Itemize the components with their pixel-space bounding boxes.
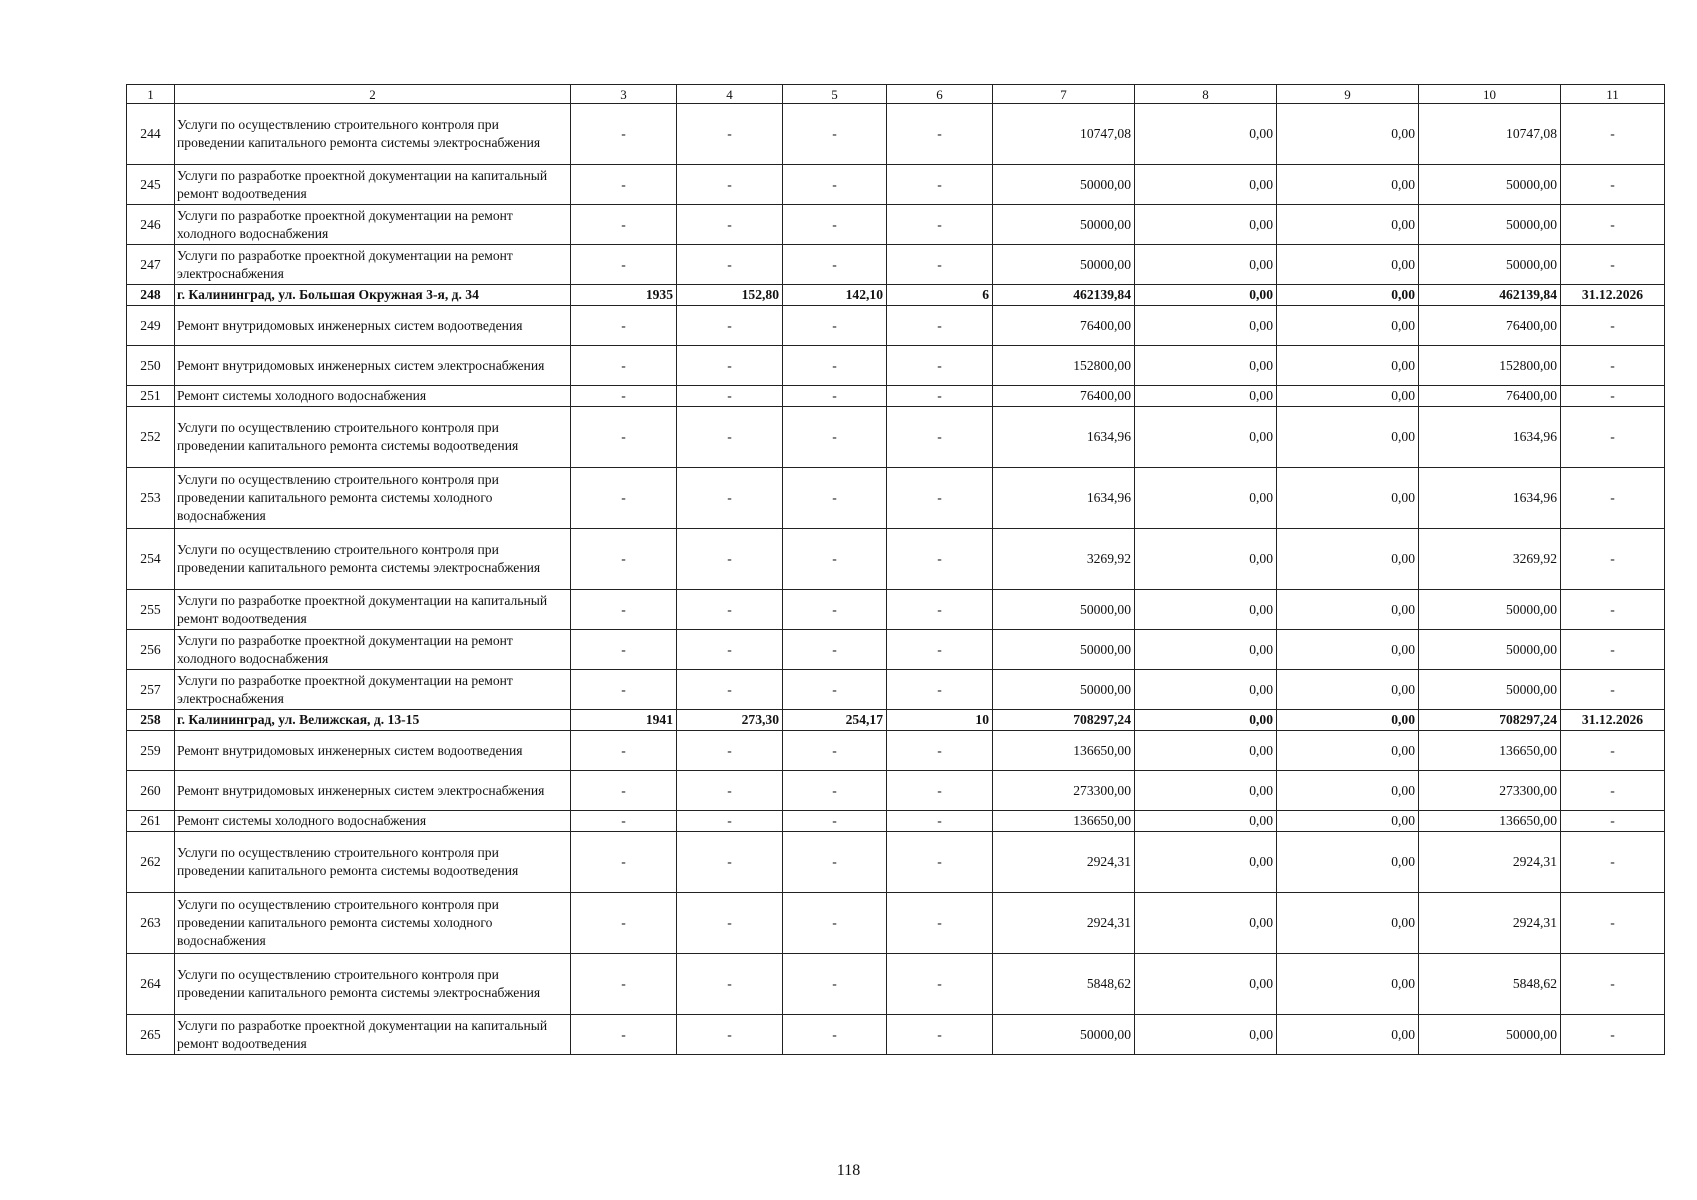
cell-col-6: - xyxy=(887,811,993,832)
cell-col-8: 0,00 xyxy=(1135,104,1277,165)
cell-col-10: 76400,00 xyxy=(1419,386,1561,407)
cell-col-9: 0,00 xyxy=(1277,731,1419,771)
row-number: 258 xyxy=(127,710,175,731)
table-row xyxy=(127,407,1665,468)
row-number: 249 xyxy=(127,306,175,346)
cell-col-3: - xyxy=(571,165,677,205)
cell-col-9: 0,00 xyxy=(1277,346,1419,386)
cell-col-5: - xyxy=(783,407,887,468)
cell-col-6: - xyxy=(887,346,993,386)
cell-col-4: - xyxy=(677,407,783,468)
cell-col-3: - xyxy=(571,954,677,1015)
document-sheet xyxy=(126,84,1664,1055)
cell-col-6: - xyxy=(887,832,993,893)
row-description: Ремонт системы холодного водоснабжения xyxy=(175,386,571,407)
cell-col-3: - xyxy=(571,306,677,346)
cell-col-4: - xyxy=(677,529,783,590)
row-description: Услуги по осуществлению строительного контроля при проведении капитального ремонта системы электроснабжения xyxy=(175,104,571,165)
cell-col-10: 10747,08 xyxy=(1419,104,1561,165)
cell-col-9: 0,00 xyxy=(1277,205,1419,245)
table-row xyxy=(127,245,1665,285)
table-row xyxy=(127,832,1665,893)
cell-col-3: - xyxy=(571,104,677,165)
cell-col-11: - xyxy=(1561,205,1665,245)
cell-col-3: - xyxy=(571,205,677,245)
cell-col-7: 2924,31 xyxy=(993,832,1135,893)
cell-col-9: 0,00 xyxy=(1277,529,1419,590)
row-description: Услуги по разработке проектной документации на ремонт холодного водоснабжения xyxy=(175,630,571,670)
cell-col-7: 50000,00 xyxy=(993,245,1135,285)
cell-col-4: - xyxy=(677,205,783,245)
cell-col-6: - xyxy=(887,529,993,590)
cell-col-11: - xyxy=(1561,670,1665,710)
works-table xyxy=(126,84,1665,1055)
table-row xyxy=(127,954,1665,1015)
cell-col-10: 50000,00 xyxy=(1419,165,1561,205)
row-number: 262 xyxy=(127,832,175,893)
cell-col-6: - xyxy=(887,771,993,811)
cell-col-11: - xyxy=(1561,346,1665,386)
cell-col-3: - xyxy=(571,386,677,407)
column-header: 2 xyxy=(175,85,571,104)
row-description: Ремонт внутридомовых инженерных систем электроснабжения xyxy=(175,771,571,811)
cell-col-4: - xyxy=(677,165,783,205)
row-description: Ремонт внутридомовых инженерных систем водоотведения xyxy=(175,731,571,771)
cell-col-3: - xyxy=(571,832,677,893)
cell-col-7: 10747,08 xyxy=(993,104,1135,165)
cell-col-8: 0,00 xyxy=(1135,670,1277,710)
cell-col-6: - xyxy=(887,165,993,205)
column-header: 5 xyxy=(783,85,887,104)
cell-col-9: 0,00 xyxy=(1277,245,1419,285)
cell-col-9: 0,00 xyxy=(1277,306,1419,346)
cell-col-3: - xyxy=(571,893,677,954)
row-description: г. Калининград, ул. Большая Окружная 3-я, д. 34 xyxy=(175,285,571,306)
cell-col-7: 50000,00 xyxy=(993,590,1135,630)
cell-col-10: 50000,00 xyxy=(1419,590,1561,630)
cell-col-8: 0,00 xyxy=(1135,811,1277,832)
row-number: 260 xyxy=(127,771,175,811)
cell-col-6: - xyxy=(887,590,993,630)
cell-col-11: - xyxy=(1561,165,1665,205)
cell-col-9: 0,00 xyxy=(1277,407,1419,468)
page-number: 118 xyxy=(836,1162,861,1179)
cell-col-6: 10 xyxy=(887,710,993,731)
cell-col-8: 0,00 xyxy=(1135,590,1277,630)
cell-col-4: - xyxy=(677,893,783,954)
cell-col-9: 0,00 xyxy=(1277,670,1419,710)
cell-col-11: - xyxy=(1561,731,1665,771)
cell-col-10: 50000,00 xyxy=(1419,630,1561,670)
cell-col-10: 76400,00 xyxy=(1419,306,1561,346)
cell-col-5: - xyxy=(783,306,887,346)
cell-col-7: 50000,00 xyxy=(993,165,1135,205)
table-row xyxy=(127,529,1665,590)
table-body xyxy=(127,85,1665,1055)
cell-col-10: 50000,00 xyxy=(1419,245,1561,285)
cell-col-5: - xyxy=(783,245,887,285)
address-row xyxy=(127,710,1665,731)
cell-col-3: - xyxy=(571,771,677,811)
cell-col-5: - xyxy=(783,954,887,1015)
cell-col-6: 6 xyxy=(887,285,993,306)
table-row xyxy=(127,386,1665,407)
cell-col-4: - xyxy=(677,731,783,771)
column-number-header-row xyxy=(127,85,1665,104)
row-number: 261 xyxy=(127,811,175,832)
cell-col-8: 0,00 xyxy=(1135,832,1277,893)
table-row xyxy=(127,771,1665,811)
cell-col-6: - xyxy=(887,245,993,285)
column-header: 9 xyxy=(1277,85,1419,104)
cell-col-11: - xyxy=(1561,306,1665,346)
cell-col-8: 0,00 xyxy=(1135,468,1277,529)
cell-col-11: - xyxy=(1561,386,1665,407)
column-header: 1 xyxy=(127,85,175,104)
row-description: Услуги по разработке проектной документации на капитальный ремонт водоотведения xyxy=(175,590,571,630)
cell-col-11: - xyxy=(1561,529,1665,590)
cell-col-10: 1634,96 xyxy=(1419,407,1561,468)
cell-col-5: 254,17 xyxy=(783,710,887,731)
row-number: 257 xyxy=(127,670,175,710)
cell-col-11: - xyxy=(1561,954,1665,1015)
cell-col-10: 50000,00 xyxy=(1419,670,1561,710)
cell-col-6: - xyxy=(887,386,993,407)
cell-col-8: 0,00 xyxy=(1135,630,1277,670)
row-number: 263 xyxy=(127,893,175,954)
cell-col-4: - xyxy=(677,104,783,165)
row-number: 245 xyxy=(127,165,175,205)
cell-col-11: - xyxy=(1561,771,1665,811)
cell-col-6: - xyxy=(887,731,993,771)
cell-col-8: 0,00 xyxy=(1135,529,1277,590)
cell-col-7: 76400,00 xyxy=(993,306,1135,346)
cell-col-6: - xyxy=(887,670,993,710)
cell-col-10: 136650,00 xyxy=(1419,811,1561,832)
cell-col-8: 0,00 xyxy=(1135,954,1277,1015)
cell-col-5: - xyxy=(783,893,887,954)
cell-col-9: 0,00 xyxy=(1277,630,1419,670)
row-number: 265 xyxy=(127,1015,175,1055)
cell-col-7: 76400,00 xyxy=(993,386,1135,407)
cell-col-6: - xyxy=(887,954,993,1015)
row-number: 256 xyxy=(127,630,175,670)
cell-col-5: 142,10 xyxy=(783,285,887,306)
table-row xyxy=(127,205,1665,245)
cell-col-5: - xyxy=(783,104,887,165)
row-number: 251 xyxy=(127,386,175,407)
column-header: 6 xyxy=(887,85,993,104)
row-number: 244 xyxy=(127,104,175,165)
cell-col-6: - xyxy=(887,306,993,346)
cell-col-9: 0,00 xyxy=(1277,285,1419,306)
cell-col-5: - xyxy=(783,386,887,407)
cell-col-10: 462139,84 xyxy=(1419,285,1561,306)
cell-col-9: 0,00 xyxy=(1277,811,1419,832)
cell-col-3: 1935 xyxy=(571,285,677,306)
cell-col-3: - xyxy=(571,529,677,590)
cell-col-3: 1941 xyxy=(571,710,677,731)
table-row xyxy=(127,893,1665,954)
cell-col-9: 0,00 xyxy=(1277,590,1419,630)
table-row xyxy=(127,165,1665,205)
row-number: 246 xyxy=(127,205,175,245)
cell-col-7: 273300,00 xyxy=(993,771,1135,811)
cell-col-10: 2924,31 xyxy=(1419,893,1561,954)
cell-col-9: 0,00 xyxy=(1277,104,1419,165)
row-number: 259 xyxy=(127,731,175,771)
cell-col-5: - xyxy=(783,205,887,245)
cell-col-5: - xyxy=(783,529,887,590)
cell-col-8: 0,00 xyxy=(1135,245,1277,285)
row-number: 254 xyxy=(127,529,175,590)
column-header: 3 xyxy=(571,85,677,104)
cell-col-8: 0,00 xyxy=(1135,165,1277,205)
cell-col-4: - xyxy=(677,630,783,670)
cell-col-6: - xyxy=(887,205,993,245)
cell-col-11: - xyxy=(1561,468,1665,529)
row-description: Услуги по осуществлению строительного контроля при проведении капитального ремонта системы холодного водоснабжения xyxy=(175,468,571,529)
cell-col-3: - xyxy=(571,468,677,529)
cell-col-7: 1634,96 xyxy=(993,468,1135,529)
cell-col-10: 5848,62 xyxy=(1419,954,1561,1015)
cell-col-8: 0,00 xyxy=(1135,710,1277,731)
cell-col-7: 1634,96 xyxy=(993,407,1135,468)
row-description: Услуги по разработке проектной документации на капитальный ремонт водоотведения xyxy=(175,165,571,205)
row-description: Услуги по разработке проектной документации на ремонт холодного водоснабжения xyxy=(175,205,571,245)
cell-col-8: 0,00 xyxy=(1135,306,1277,346)
cell-col-7: 50000,00 xyxy=(993,205,1135,245)
table-row xyxy=(127,306,1665,346)
cell-col-9: 0,00 xyxy=(1277,710,1419,731)
row-number: 253 xyxy=(127,468,175,529)
cell-col-3: - xyxy=(571,1015,677,1055)
cell-col-4: - xyxy=(677,306,783,346)
cell-col-8: 0,00 xyxy=(1135,893,1277,954)
cell-col-4: - xyxy=(677,670,783,710)
cell-col-9: 0,00 xyxy=(1277,386,1419,407)
cell-col-7: 136650,00 xyxy=(993,811,1135,832)
cell-col-4: 152,80 xyxy=(677,285,783,306)
cell-col-9: 0,00 xyxy=(1277,468,1419,529)
column-header: 4 xyxy=(677,85,783,104)
cell-col-5: - xyxy=(783,670,887,710)
table-row xyxy=(127,1015,1665,1055)
cell-col-4: - xyxy=(677,386,783,407)
row-number: 252 xyxy=(127,407,175,468)
cell-col-9: 0,00 xyxy=(1277,832,1419,893)
cell-col-11: - xyxy=(1561,832,1665,893)
cell-col-11: 31.12.2026 xyxy=(1561,285,1665,306)
cell-col-3: - xyxy=(571,731,677,771)
table-row xyxy=(127,590,1665,630)
table-row xyxy=(127,670,1665,710)
row-number: 255 xyxy=(127,590,175,630)
cell-col-7: 50000,00 xyxy=(993,1015,1135,1055)
cell-col-11: - xyxy=(1561,811,1665,832)
table-row xyxy=(127,630,1665,670)
cell-col-3: - xyxy=(571,670,677,710)
table-row xyxy=(127,346,1665,386)
cell-col-11: - xyxy=(1561,407,1665,468)
address-row xyxy=(127,285,1665,306)
cell-col-9: 0,00 xyxy=(1277,954,1419,1015)
row-description: Услуги по разработке проектной документации на капитальный ремонт водоотведения xyxy=(175,1015,571,1055)
cell-col-5: - xyxy=(783,346,887,386)
cell-col-5: - xyxy=(783,731,887,771)
cell-col-10: 152800,00 xyxy=(1419,346,1561,386)
row-description: Услуги по осуществлению строительного контроля при проведении капитального ремонта системы водоотведения xyxy=(175,407,571,468)
row-number: 250 xyxy=(127,346,175,386)
cell-col-4: - xyxy=(677,1015,783,1055)
cell-col-6: - xyxy=(887,1015,993,1055)
table-row xyxy=(127,811,1665,832)
cell-col-7: 462139,84 xyxy=(993,285,1135,306)
cell-col-8: 0,00 xyxy=(1135,285,1277,306)
cell-col-7: 136650,00 xyxy=(993,731,1135,771)
row-number: 264 xyxy=(127,954,175,1015)
row-description: Услуги по разработке проектной документации на ремонт электроснабжения xyxy=(175,245,571,285)
cell-col-11: - xyxy=(1561,590,1665,630)
cell-col-3: - xyxy=(571,811,677,832)
cell-col-3: - xyxy=(571,407,677,468)
cell-col-3: - xyxy=(571,590,677,630)
cell-col-5: - xyxy=(783,590,887,630)
cell-col-3: - xyxy=(571,245,677,285)
cell-col-4: - xyxy=(677,832,783,893)
cell-col-4: 273,30 xyxy=(677,710,783,731)
table-row xyxy=(127,731,1665,771)
cell-col-4: - xyxy=(677,346,783,386)
cell-col-7: 708297,24 xyxy=(993,710,1135,731)
cell-col-6: - xyxy=(887,407,993,468)
row-description: Услуги по осуществлению строительного контроля при проведении капитального ремонта системы электроснабжения xyxy=(175,954,571,1015)
cell-col-7: 5848,62 xyxy=(993,954,1135,1015)
cell-col-11: 31.12.2026 xyxy=(1561,710,1665,731)
cell-col-8: 0,00 xyxy=(1135,771,1277,811)
cell-col-4: - xyxy=(677,590,783,630)
cell-col-6: - xyxy=(887,893,993,954)
cell-col-7: 2924,31 xyxy=(993,893,1135,954)
cell-col-6: - xyxy=(887,104,993,165)
cell-col-10: 2924,31 xyxy=(1419,832,1561,893)
cell-col-5: - xyxy=(783,468,887,529)
column-header: 7 xyxy=(993,85,1135,104)
cell-col-10: 273300,00 xyxy=(1419,771,1561,811)
column-header: 11 xyxy=(1561,85,1665,104)
cell-col-5: - xyxy=(783,1015,887,1055)
cell-col-4: - xyxy=(677,954,783,1015)
cell-col-9: 0,00 xyxy=(1277,771,1419,811)
table-row xyxy=(127,468,1665,529)
cell-col-9: 0,00 xyxy=(1277,893,1419,954)
cell-col-4: - xyxy=(677,771,783,811)
cell-col-6: - xyxy=(887,468,993,529)
cell-col-4: - xyxy=(677,245,783,285)
cell-col-5: - xyxy=(783,165,887,205)
row-description: Услуги по разработке проектной документации на ремонт электроснабжения xyxy=(175,670,571,710)
table-row xyxy=(127,104,1665,165)
cell-col-3: - xyxy=(571,346,677,386)
cell-col-5: - xyxy=(783,630,887,670)
cell-col-4: - xyxy=(677,468,783,529)
cell-col-5: - xyxy=(783,811,887,832)
row-number: 248 xyxy=(127,285,175,306)
cell-col-11: - xyxy=(1561,104,1665,165)
cell-col-11: - xyxy=(1561,893,1665,954)
row-description: Услуги по осуществлению строительного контроля при проведении капитального ремонта системы холодного водоснабжения xyxy=(175,893,571,954)
cell-col-10: 708297,24 xyxy=(1419,710,1561,731)
cell-col-8: 0,00 xyxy=(1135,346,1277,386)
row-description: Ремонт системы холодного водоснабжения xyxy=(175,811,571,832)
cell-col-11: - xyxy=(1561,245,1665,285)
cell-col-11: - xyxy=(1561,1015,1665,1055)
row-description: Ремонт внутридомовых инженерных систем водоотведения xyxy=(175,306,571,346)
cell-col-8: 0,00 xyxy=(1135,205,1277,245)
cell-col-8: 0,00 xyxy=(1135,731,1277,771)
column-header: 10 xyxy=(1419,85,1561,104)
cell-col-8: 0,00 xyxy=(1135,1015,1277,1055)
cell-col-3: - xyxy=(571,630,677,670)
cell-col-7: 3269,92 xyxy=(993,529,1135,590)
cell-col-9: 0,00 xyxy=(1277,165,1419,205)
cell-col-5: - xyxy=(783,771,887,811)
cell-col-6: - xyxy=(887,630,993,670)
cell-col-8: 0,00 xyxy=(1135,407,1277,468)
row-description: г. Калининград, ул. Велижская, д. 13-15 xyxy=(175,710,571,731)
cell-col-11: - xyxy=(1561,630,1665,670)
cell-col-7: 50000,00 xyxy=(993,630,1135,670)
cell-col-10: 50000,00 xyxy=(1419,205,1561,245)
cell-col-10: 3269,92 xyxy=(1419,529,1561,590)
cell-col-7: 152800,00 xyxy=(993,346,1135,386)
row-description: Ремонт внутридомовых инженерных систем электроснабжения xyxy=(175,346,571,386)
row-number: 247 xyxy=(127,245,175,285)
cell-col-8: 0,00 xyxy=(1135,386,1277,407)
cell-col-4: - xyxy=(677,811,783,832)
cell-col-5: - xyxy=(783,832,887,893)
cell-col-7: 50000,00 xyxy=(993,670,1135,710)
column-header: 8 xyxy=(1135,85,1277,104)
cell-col-9: 0,00 xyxy=(1277,1015,1419,1055)
cell-col-10: 136650,00 xyxy=(1419,731,1561,771)
cell-col-10: 50000,00 xyxy=(1419,1015,1561,1055)
row-description: Услуги по осуществлению строительного контроля при проведении капитального ремонта системы водоотведения xyxy=(175,832,571,893)
row-description: Услуги по осуществлению строительного контроля при проведении капитального ремонта системы электроснабжения xyxy=(175,529,571,590)
cell-col-10: 1634,96 xyxy=(1419,468,1561,529)
